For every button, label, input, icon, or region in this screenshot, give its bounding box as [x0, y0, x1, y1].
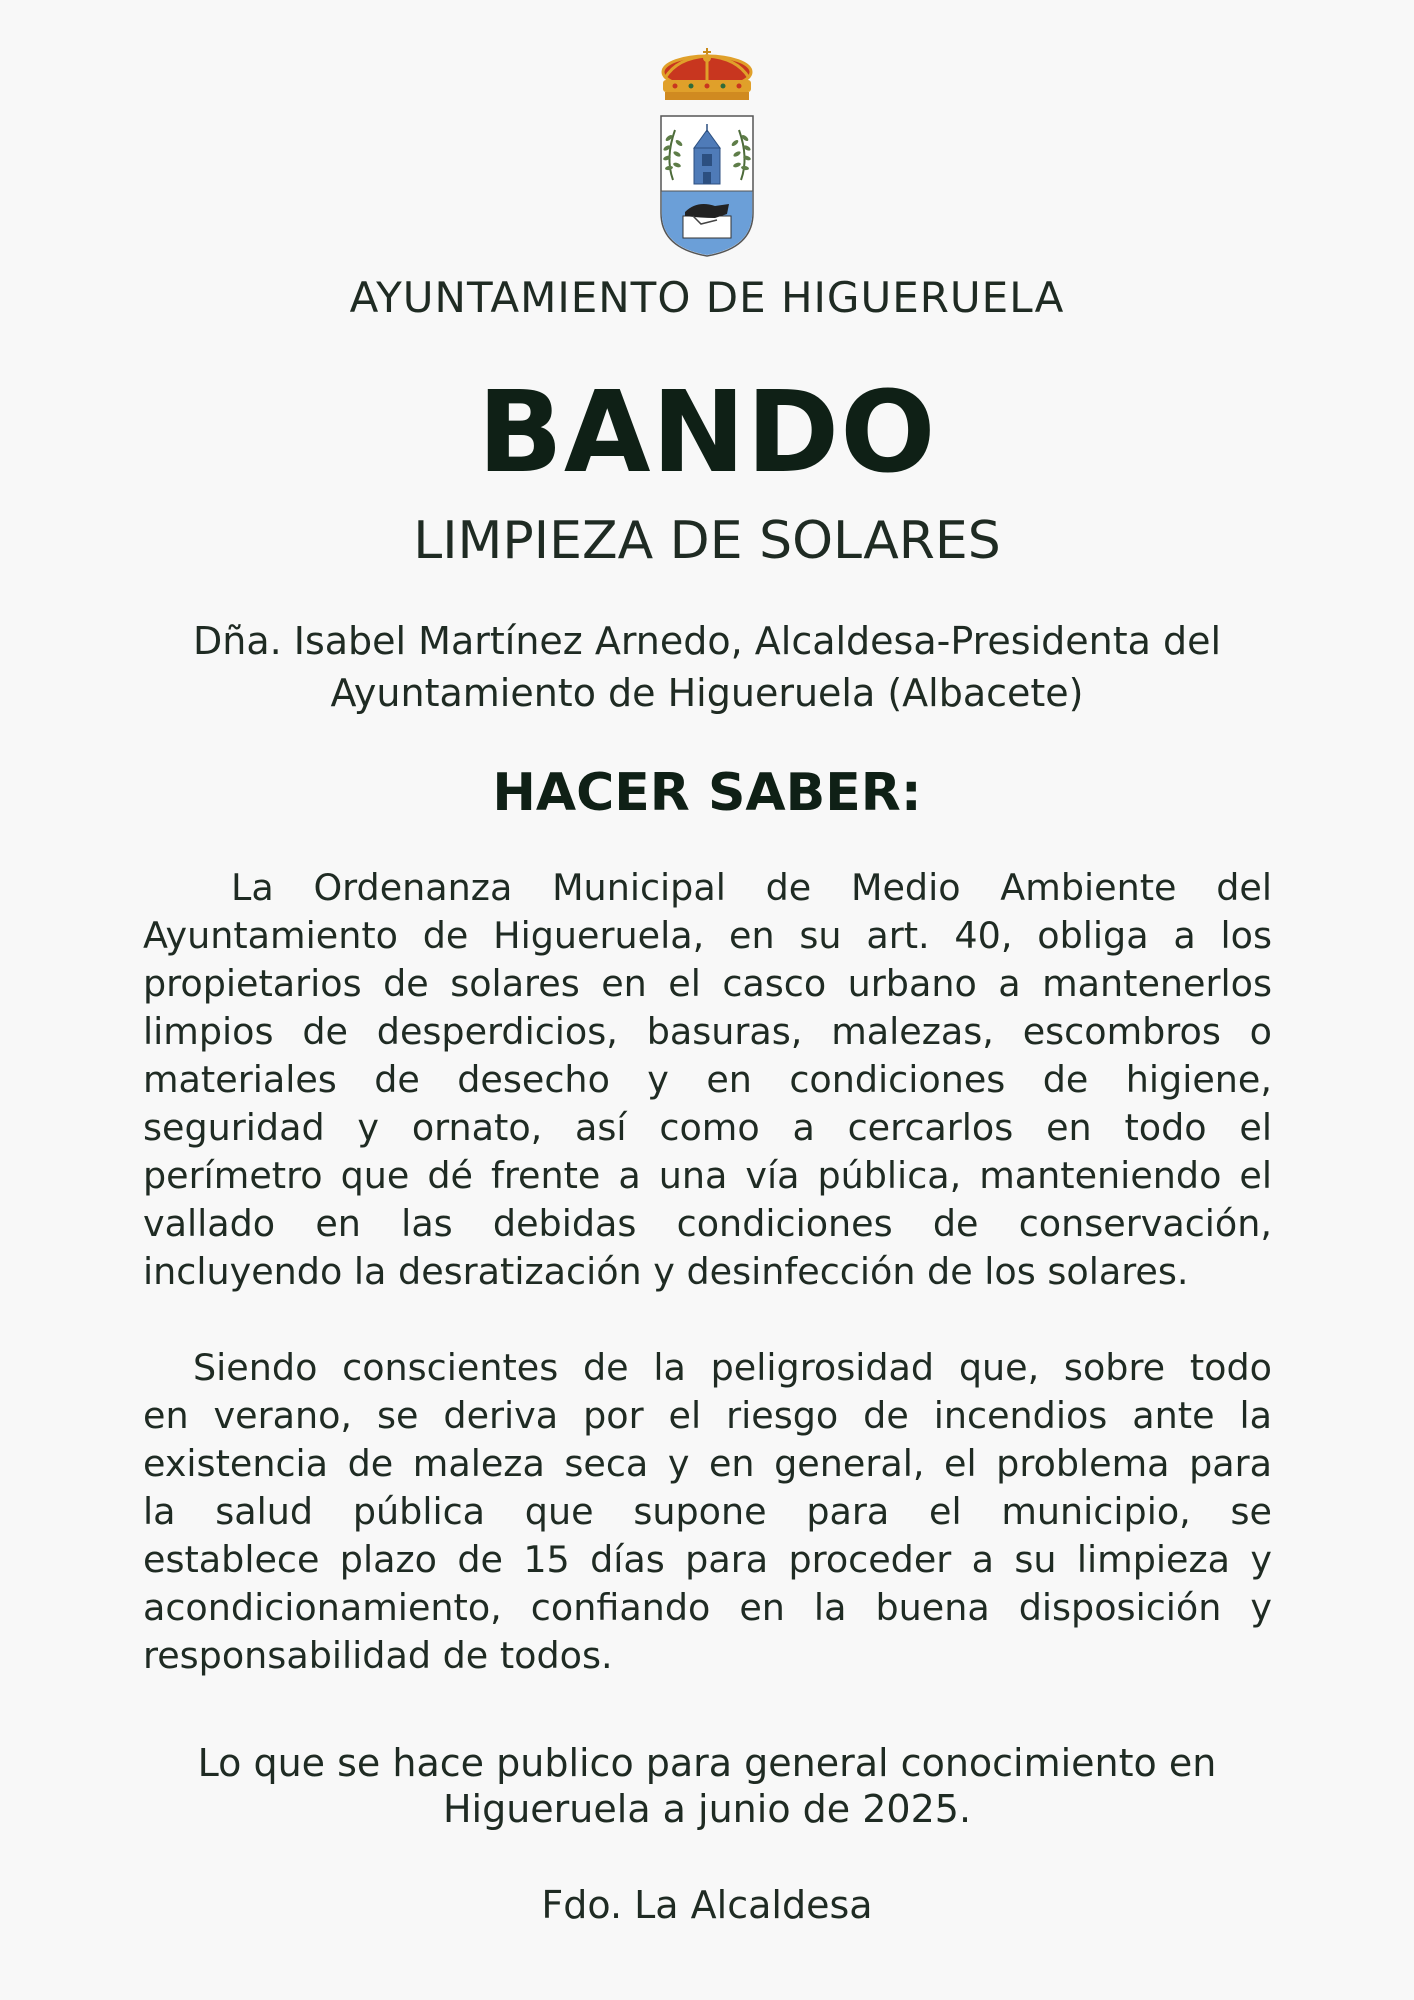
paragraph-line: establece plazo de 15 días para proceder a su limpieza y	[143, 1538, 1272, 1581]
paragraph-line: La Ordenanza Municipal de Medio Ambiente del	[231, 866, 1272, 909]
body-paragraph	[143, 1344, 1272, 1680]
body-paragraph	[143, 864, 1272, 1296]
shield-icon	[661, 116, 753, 256]
paragraph-line: propietarios de solares en el casco urbano a mantenerlos	[143, 962, 1272, 1005]
paragraph-line: responsabilidad de todos.	[143, 1634, 613, 1677]
paragraph-line: la salud pública que supone para el municipio, se	[143, 1490, 1272, 1533]
closing-statement	[0, 1740, 1414, 1832]
paragraph-line: Siendo conscientes de la peligrosidad que, sobre todo	[193, 1346, 1272, 1389]
paragraph-line: limpios de desperdicios, basuras, malezas, escombros o	[143, 1010, 1272, 1053]
signer-block	[140, 615, 1274, 719]
paragraph-line: perímetro que dé frente a una vía pública, manteniendo el	[143, 1154, 1272, 1197]
page-title: BANDO	[477, 368, 937, 498]
paragraph-line: materiales de desecho y en condiciones de higiene,	[143, 1058, 1272, 1101]
crown-icon	[663, 48, 751, 100]
paragraph-line: vallado en las debidas condiciones de conservación,	[143, 1202, 1272, 1245]
paragraph-line: existencia de maleza seca y en general, el problema para	[143, 1442, 1272, 1485]
coat-of-arms-icon	[657, 48, 757, 263]
organization-name: AYUNTAMIENTO DE HIGUERUELA	[349, 273, 1065, 322]
paragraph-line: acondicionamiento, confiando en la buena disposición y	[143, 1586, 1272, 1629]
signature-line: Fdo. La Alcaldesa	[541, 1883, 873, 1927]
closing-line: Lo que se hace publico para general conocimiento en	[197, 1741, 1217, 1785]
announcement-heading: HACER SABER:	[492, 763, 922, 823]
page-subtitle: LIMPIEZA DE SOLARES	[413, 511, 1001, 571]
paragraph-line: en verano, se deriva por el riesgo de incendios ante la	[143, 1394, 1272, 1437]
signer-line: Dña. Isabel Martínez Arnedo, Alcaldesa-Presidenta del	[192, 619, 1222, 663]
paragraph-line: seguridad y ornato, así como a cercarlos en todo el	[143, 1106, 1272, 1149]
paragraph-line: Ayuntamiento de Higueruela, en su art. 40, obliga a los	[143, 914, 1272, 957]
signer-line: Ayuntamiento de Higueruela (Albacete)	[330, 671, 1084, 715]
paragraph-line: incluyendo la desratización y desinfección de los solares.	[143, 1250, 1189, 1293]
closing-line: Higueruela a junio de 2025.	[442, 1787, 972, 1831]
